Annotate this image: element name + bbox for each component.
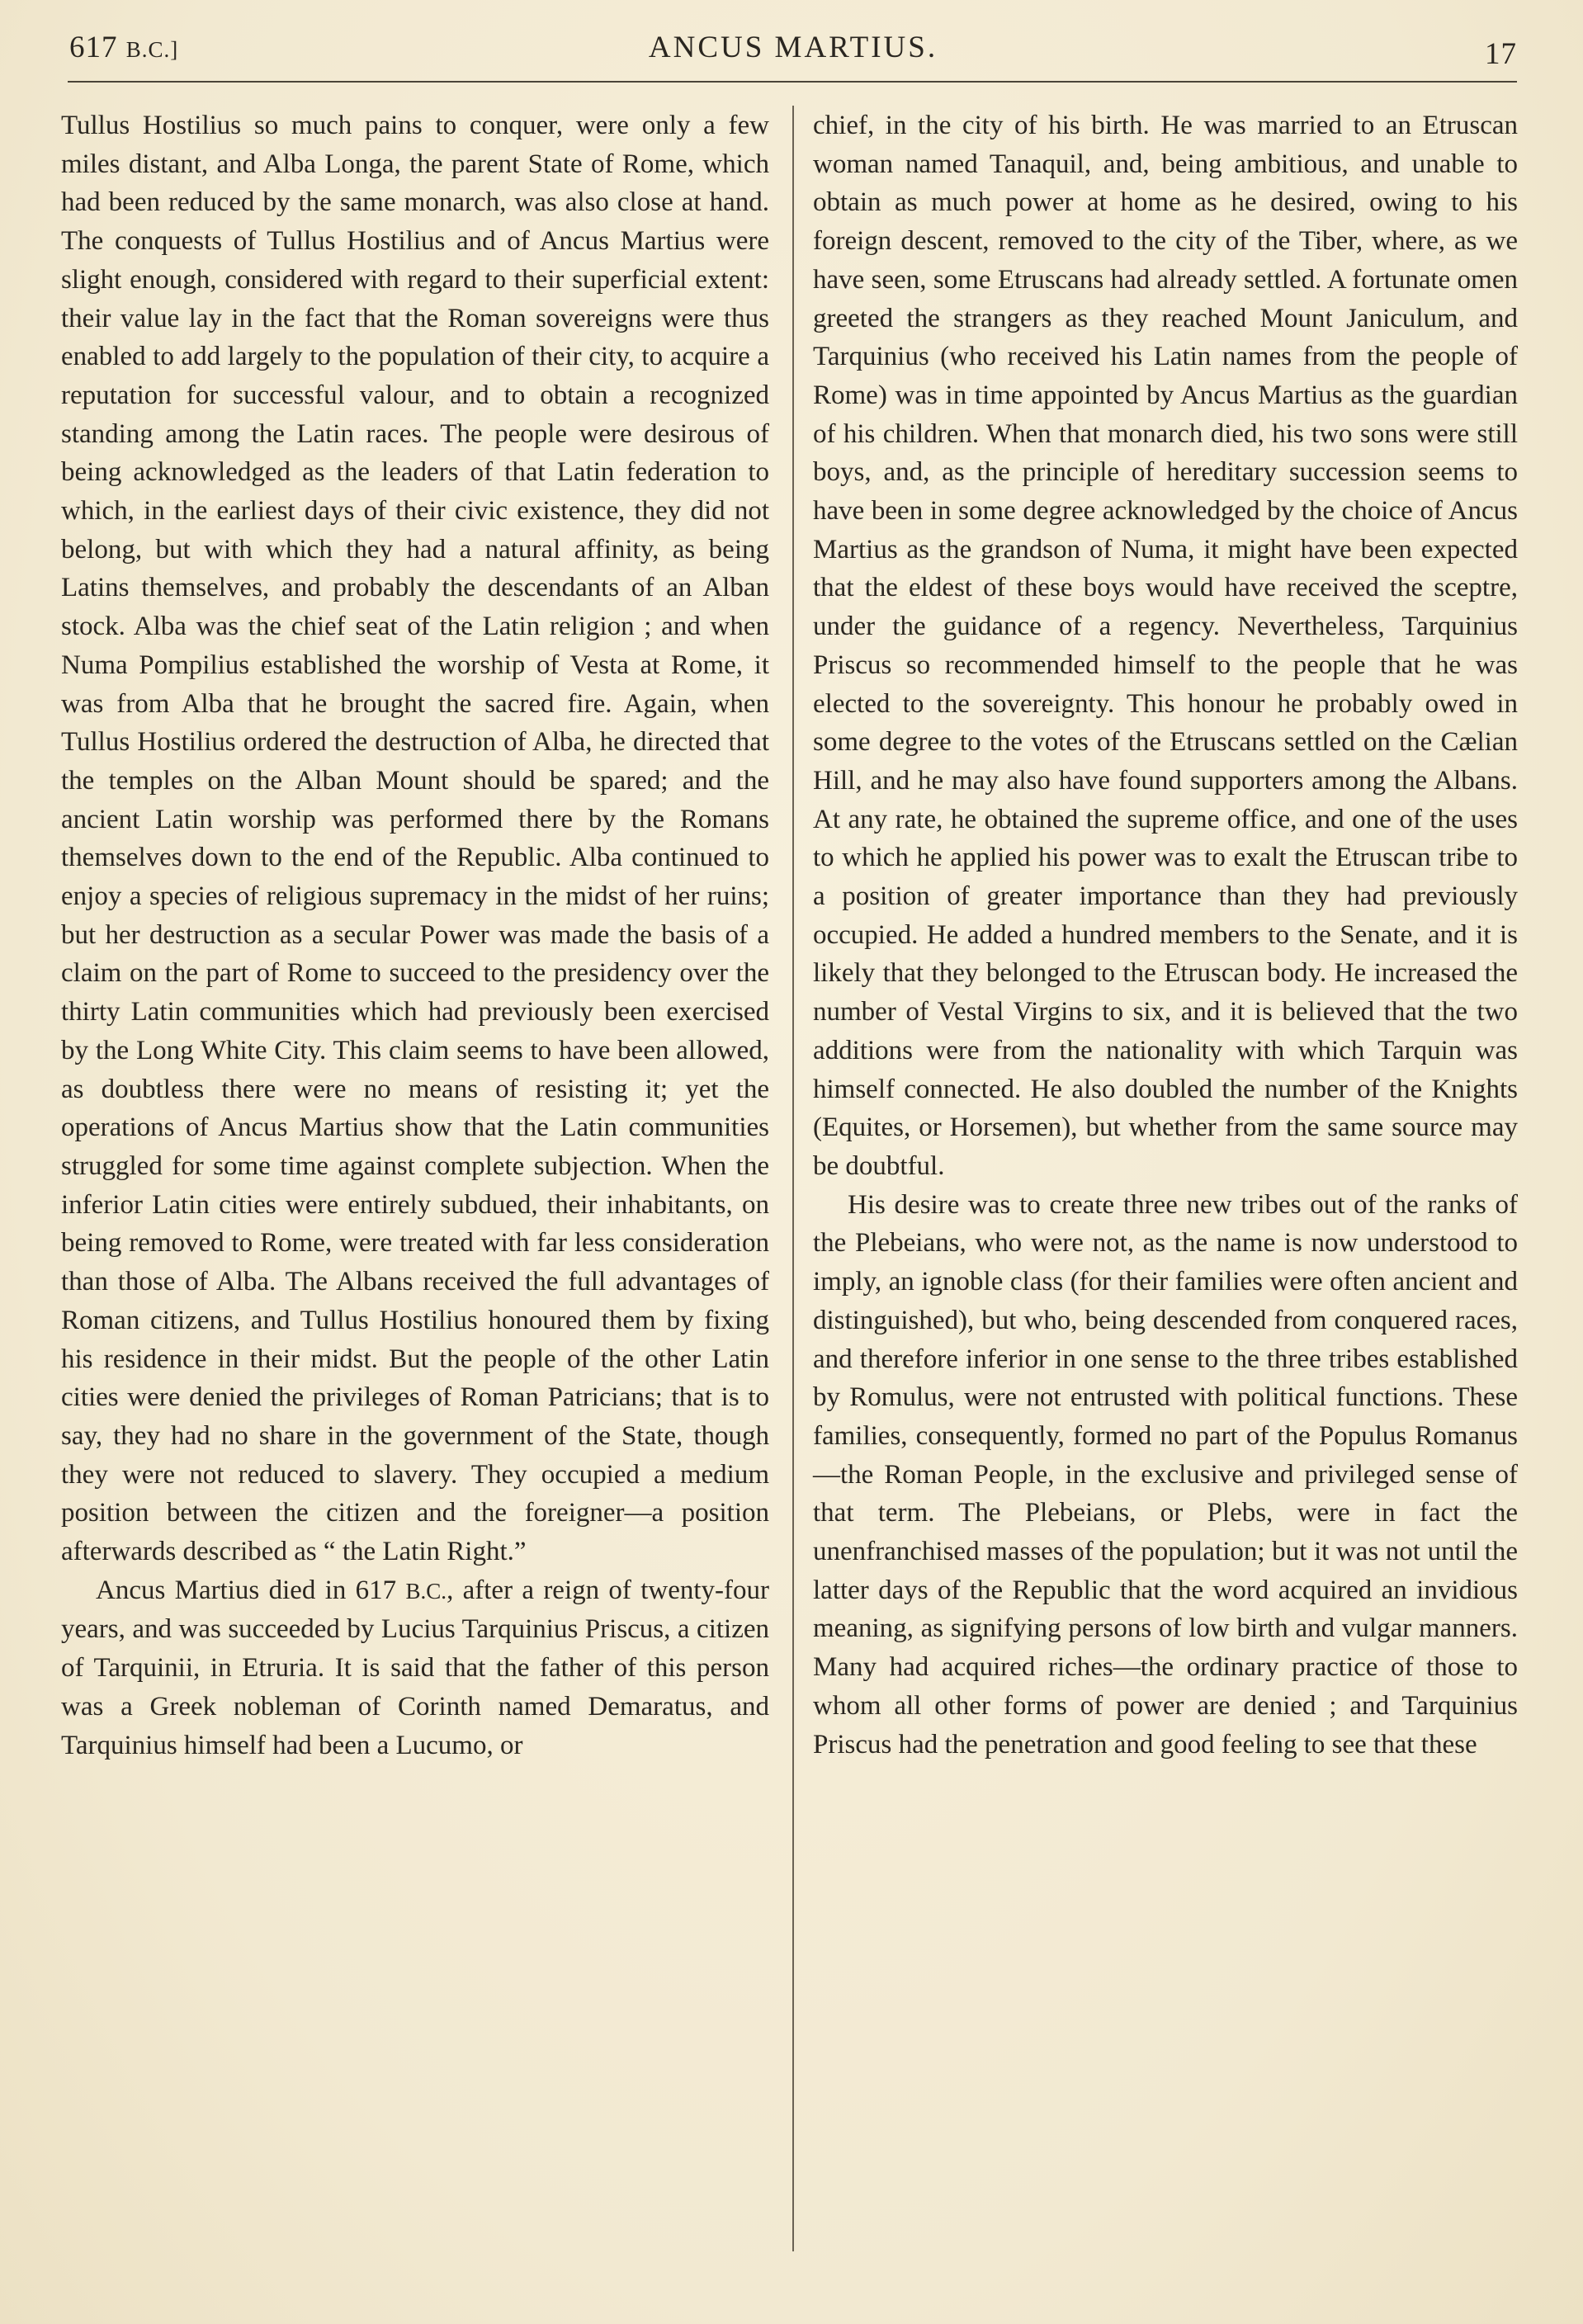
- header-era: B.C.]: [125, 37, 179, 62]
- right-paragraph-2: His desire was to create three new tribes out of the ranks of the Plebeians, who were not, as the name is now understood to imply, an ignoble class (for their families were often ancient and distinguished), but who, being descended from conquered races, and therefore inferior in one sense to the three tribes established by Romulus, were not entrusted with political functions. These families, consequently, formed no part of the Populus Romanus—the Roman People, in the exclusive and privileged sense of that term. The Plebeians, or Plebs, were in fact the unenfranchised masses of the population; but it was not until the latter days of the Republic that the word acquired an invidious meaning, as signifying persons of low birth and vulgar manners. Many had acquired riches—the ordinary practice of those to whom all other forms of power are denied ; and Tarquinius Priscus had the penetration and good feeling to see that these: [813, 1189, 1518, 1760]
- left-paragraph-1: Tullus Hostilius so much pains to conquer, were only a few miles distant, and Alba Longa, the parent State of Rome, which had been reduced by the same monarch, was also close at hand. The conquests of Tullus Hostilius and of Ancus Martius were slight enough, considered with regard to their superficial extent: their value lay in the fact that the Roman sovereigns were thus enabled to add largely to the population of their city, to acquire a reputation for successful valour, and to obtain a recognized standing among the Latin races. The people were desirous of being acknowledged as the leaders of that Latin federation to which, in the earliest days of their civic existence, they did not belong, but with which they had a natural affinity, as being Latins themselves, and probably the descendants of an Alban stock. Alba was the chief seat of the Latin religion ; and when Numa Pompilius established the worship of Vesta at Rome, it was from Alba that he brought the sacred fire. Again, when Tullus Hostilius ordered the destruction of Alba, he directed that the temples on the Alban Mount should be spared; and the ancient Latin worship was performed there by the Romans themselves down to the end of the Republic. Alba continued to enjoy a species of religious supremacy in the midst of her ruins; but her destruction as a secular Power was made the basis of a claim on the part of Rome to succeed to the presidency over the thirty Latin communities which had previously been exercised by the Long White City. This claim seems to have been allowed, as doubtless there were no means of resisting it; yet the operations of Ancus Martius show that the Latin communities struggled for some time against complete subjection. When the inferior Latin cities were entirely subdued, their inhabitants, on being removed to Rome, were treated with far less consideration than those of Alba. The Albans received the full advantages of Roman citizens, and Tullus Hostilius honoured them by fixing his residence in their midst. But the people of the other Latin cities were denied the privileges of Roman Patricians; that is to say, they had no share in the government of the State, though they were not reduced to slavery. They occupied a medium position between the citizen and the foreigner—a position afterwards described as “ the Latin Right.”: [61, 111, 769, 1567]
- header-year: 617: [69, 31, 118, 64]
- left-paragraph-2-end: , after a reign of twenty-four years, and was succeeded by Lucius Tarquinius Priscus, a citizen of Tarquinii, in Etruria. It is said that the father of this person was a Greek nobleman of Corinth named Demaratus, and Tarquinius himself had been a Lucumo, or: [61, 1575, 769, 1760]
- left-paragraph-2-era: B.C.: [405, 1578, 447, 1604]
- left-paragraph-2: [61, 1571, 769, 1765]
- header-rule: [68, 81, 1517, 83]
- right-paragraph-1: chief, in the city of his birth. He was married to an Etruscan woman named Tanaquil, and, being ambitious, and unable to obtain as much power at home as he desired, owing to his foreign descent, removed to the city of the Tiber, where, as we have seen, some Etruscans had already settled. A fortunate omen greeted the strangers as they reached Mount Janiculum, and Tarquinius (who received his Latin names from the people of Rome) was in time appointed by Ancus Martius as the guardian of his children. When that monarch died, his two sons were still boys, and, as the principle of hereditary succession seems to have been in some degree acknowledged by the choice of Ancus Martius as the grandson of Numa, it might have been expected that the eldest of these boys would have received the sceptre, under the guidance of a regency. Nevertheless, Tarquinius Priscus so recommended himself to the people that he was elected to the sovereignty. This honour he probably owed in some degree to the votes of the Etruscans settled on the Cælian Hill, and he may also have found supporters among the Albans. At any rate, he obtained the supreme office, and one of the uses to which he applied his power was to exalt the Etruscan tribe to a position of greater importance than they had previously occupied. He added a hundred members to the Senate, and it is likely that they belonged to the Etruscan body. He increased the number of Vestal Virgins to six, and it is believed that the two additions were from the nationality with which Tarquin was himself connected. He also doubled the number of the Knights (Equites, or Horsemen), but whether from the same source may be doubtful.: [813, 111, 1518, 1181]
- right-column: [813, 106, 1518, 1764]
- column-divider: [792, 106, 794, 2251]
- running-header: [69, 25, 1517, 74]
- page-number: 17: [1485, 37, 1517, 71]
- header-title: ANCUS MARTIUS.: [648, 31, 938, 64]
- left-column: [61, 106, 769, 1764]
- left-paragraph-2-start: Ancus Martius died in 617: [96, 1575, 406, 1605]
